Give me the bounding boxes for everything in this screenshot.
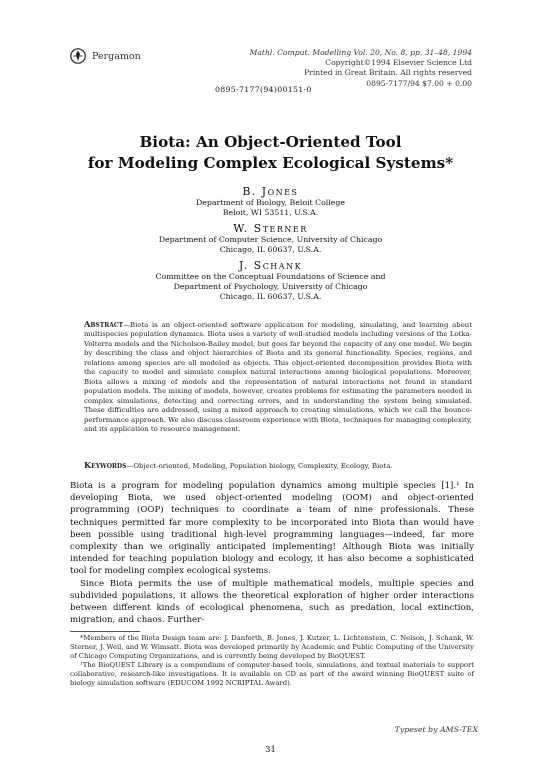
- footnote: ¹The BioQUEST Library is a compendium of computer-based tools, simulations, and textual materials to support collaborative, research-like investigations. It is available on CD as part of the award winning BioQUEST suite of biology simulation software (EDUCOM 1992 NCRIPTAL Award).: [70, 660, 474, 687]
- journal-info: [232, 48, 472, 89]
- footnotes: [70, 634, 474, 687]
- journal-citation: Mathl. Comput. Modelling Vol. 20, No. 8, pp. 31–48, 1994: [249, 48, 472, 57]
- author-name: J. Schank: [238, 258, 303, 272]
- publisher-name: Pergamon: [92, 50, 141, 62]
- page-number: 31: [265, 744, 276, 754]
- keywords-label: Keywords: [84, 460, 127, 470]
- abstract-text: —Biota is an object-oriented software application for modeling, simulating, and learning about multispecies population dynamics. Biota uses a variety of well-studied models including versions of the Lotka-Volterra models and the Nicholson-Bailey model, but goes far beyond the capacity of any one model. We begin by describing the class and object hierarchies of Biota and its general functionality. Species, regions, and relations among species are all modeled as objects. This object-oriented decomposition provides Biota with the capacity to model and simulate complex natural interactions among biological populations. Moreover, Biota allows a mixing of models and the representation of natural interactions not found in standard population models. The mixing of models, however, creates problems for estimating the parameters needed in complex simulations, detecting and correcting errors, and in understanding the system being simulated. These difficulties are addressed, using a mixed approach to creating simulations, which we call the bounce-performance approach. We also discuss classroom experience with Biota, techniques for managing complexity, and its application to resource management.: [84, 321, 472, 433]
- author-list: [60, 182, 481, 303]
- copyright-line: Copyright©1994 Elsevier Science Ltd: [325, 58, 472, 68]
- abstract-label: Abstract: [84, 319, 124, 329]
- keywords: [84, 460, 484, 470]
- author-name: B. Jones: [242, 185, 299, 198]
- body-paragraph: Biota is a program for modeling population dynamics among multiple species [1].¹ In developing Biota, we used object-oriented modeling (OOM) and object-oriented programming (OOP) techniques to coordinate a team of nine professionals. These techniques permitted far more complexity to be incorporated into Biota than would have been possible using traditional high-level programming languages—indeed, far more complexity than we originally anticipated implementing! Although Biota was initially intended for teaching population biology and ecology, it has also become a sophisticated tool for modeling complex ecological systems.: [70, 481, 474, 577]
- pergamon-logo-icon: [70, 48, 86, 64]
- author-affiliation: Department of Biology, Beloit College: [196, 198, 345, 207]
- typeset-credit: Typeset by AMS-TEX: [394, 725, 478, 734]
- author-name: W. Sterner: [233, 221, 308, 235]
- footnote-rule: [70, 631, 140, 632]
- title-line-1: Biota: An Object-Oriented Tool: [139, 133, 402, 151]
- publisher-block: [70, 48, 141, 64]
- body-text: [70, 480, 474, 626]
- body-paragraph: Since Biota permits the use of multiple mathematical models, multiple species and subdivided populations, it allows the theoretical exploration of higher order interactions between different kinds of ecological phenomena, such as predation, local extinction, migration, and chaos. Further-: [70, 578, 474, 626]
- keywords-text: —Object-oriented, Modeling, Population biology, Complexity, Ecology, Biota.: [126, 462, 393, 470]
- author-affiliation: Beloit, WI 53511, U.S.A.: [222, 208, 319, 218]
- abstract: [84, 320, 472, 434]
- article-code: 0895-7177(94)00151-0: [215, 85, 312, 94]
- author-affiliation: Committee on the Conceptual Foundations of Science and: [155, 271, 386, 281]
- author-affiliation: Department of Psychology, University of Chicago: [173, 282, 368, 292]
- paper-title: [60, 132, 481, 174]
- author-affiliation: Chicago, IL 60637, U.S.A.: [219, 245, 322, 255]
- author-affiliation: Department of Computer Science, University of Chicago: [158, 234, 383, 244]
- author-affiliation: Chicago, IL 60637, U.S.A.: [219, 292, 322, 302]
- printed-line: Printed in Great Britain. All rights reserved: [304, 68, 472, 78]
- price-line: 0895-7177/94 $7.00 + 0.00: [366, 78, 472, 88]
- footnote: *Members of the Biota Design team are: J. Danforth, B. Jones, J. Kutzer, L. Lichtenstein, C. Nelson, J. Schank, W. Sterner, J. Weil, and W. Wimsatt. Biota was developed primarily by Academic and Public Computing of the University of Chicago Computing Organizations, and is currently being developed by BioQUEST.: [70, 634, 474, 660]
- title-line-2: for Modeling Complex Ecological Systems*: [87, 154, 454, 172]
